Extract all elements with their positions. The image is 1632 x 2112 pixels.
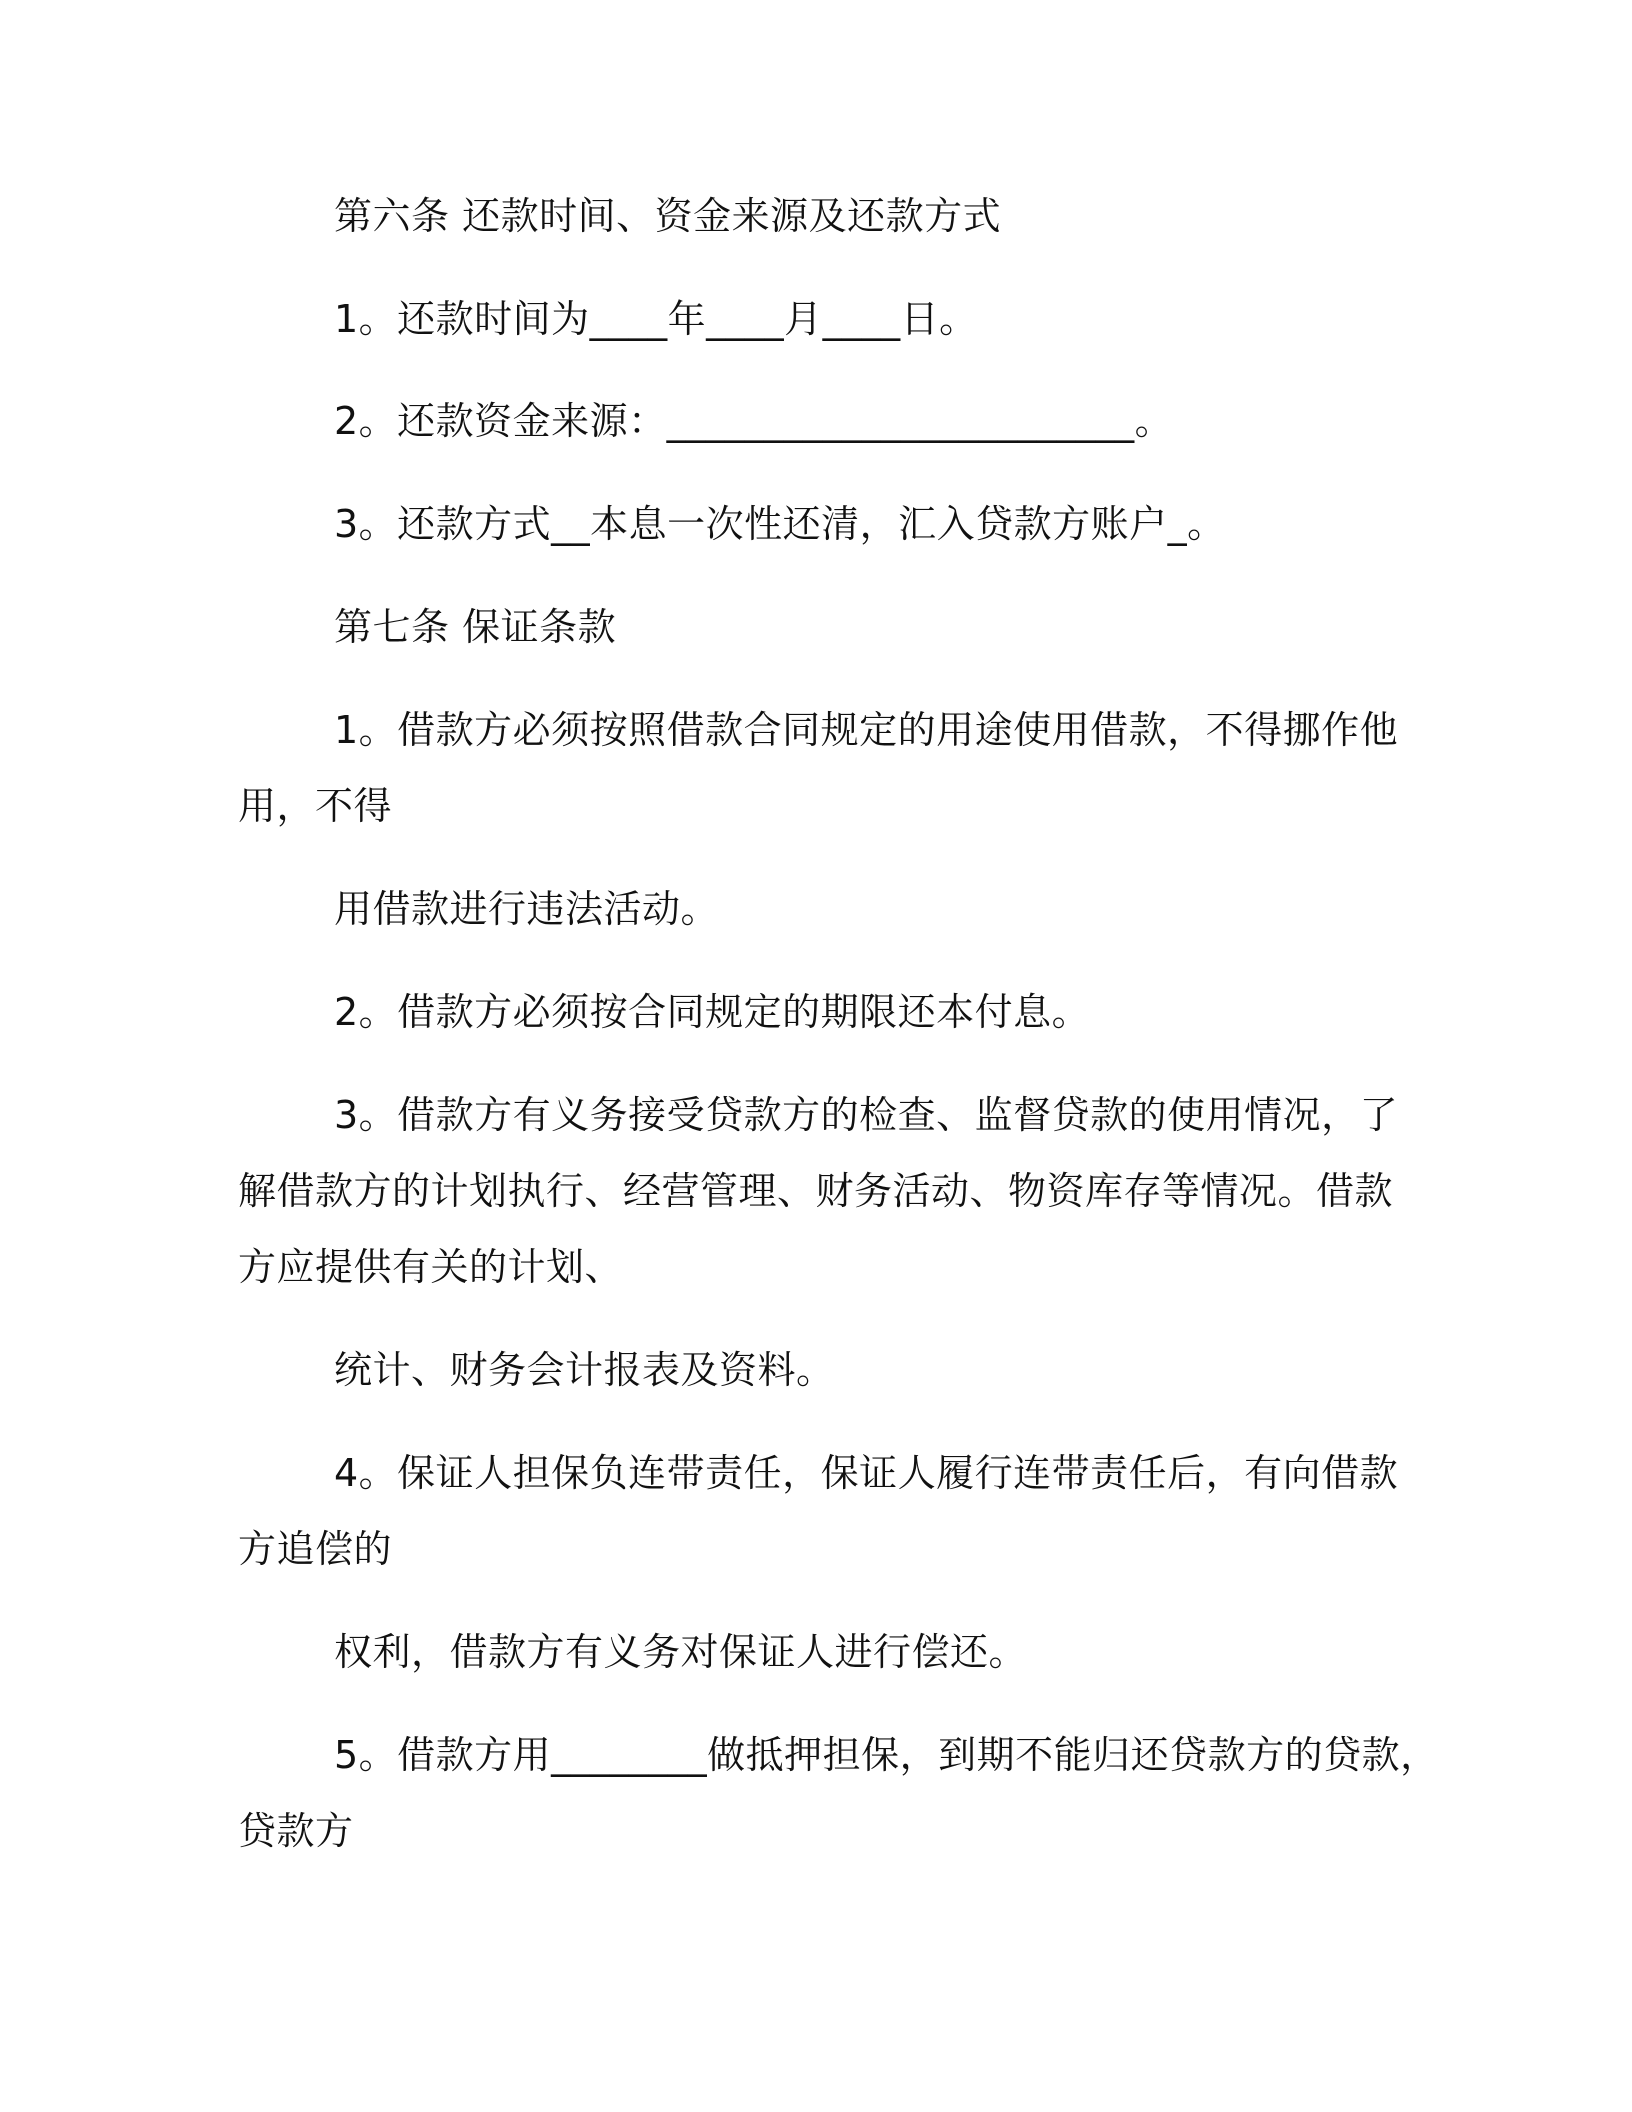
clause-4-line-1: 4。保证人担保负连带责任，保证人履行连带责任后，有向借款 <box>334 1451 1399 1495</box>
clause-3-line-1: 3。借款方有义务接受贷款方的检查、监督贷款的使用情况，了 <box>334 1093 1399 1137</box>
repayment-method-line: 3。还款方式__本息一次性还清，汇入贷款方账户_。 <box>334 502 1226 546</box>
clause-4-line-2: 方追偿的 <box>238 1527 393 1571</box>
clause-2-line: 2。借款方必须按合同规定的期限还本付息。 <box>334 990 1091 1034</box>
clause-4-line-3: 权利，借款方有义务对保证人进行偿还。 <box>334 1630 1028 1674</box>
clause-5-line-2: 贷款方 <box>238 1809 354 1853</box>
article-seven-heading: 第七条 保证条款 <box>334 605 617 649</box>
article-six-heading: 第六条 还款时间、资金来源及还款方式 <box>334 194 1002 238</box>
clause-1-line-3: 用借款进行违法活动。 <box>334 887 720 931</box>
repayment-time-line: 1。还款时间为____年____月____日。 <box>334 297 978 341</box>
clause-3-line-3: 方应提供有关的计划、 <box>238 1245 624 1289</box>
clause-3-line-4: 统计、财务会计报表及资料。 <box>334 1348 835 1392</box>
clause-3-line-2: 解借款方的计划执行、经营管理、财务活动、物资库存等情况。借款 <box>238 1169 1394 1213</box>
repayment-source-line: 2。还款资金来源：________________________。 <box>334 399 1174 443</box>
clause-1-line-2: 用，不得 <box>238 784 393 828</box>
clause-5-line-1: 5。借款方用________做抵押担保，到期不能归还贷款方的贷款， <box>334 1733 1439 1777</box>
clause-1-line-1: 1。借款方必须按照借款合同规定的用途使用借款，不得挪作他 <box>334 708 1399 752</box>
